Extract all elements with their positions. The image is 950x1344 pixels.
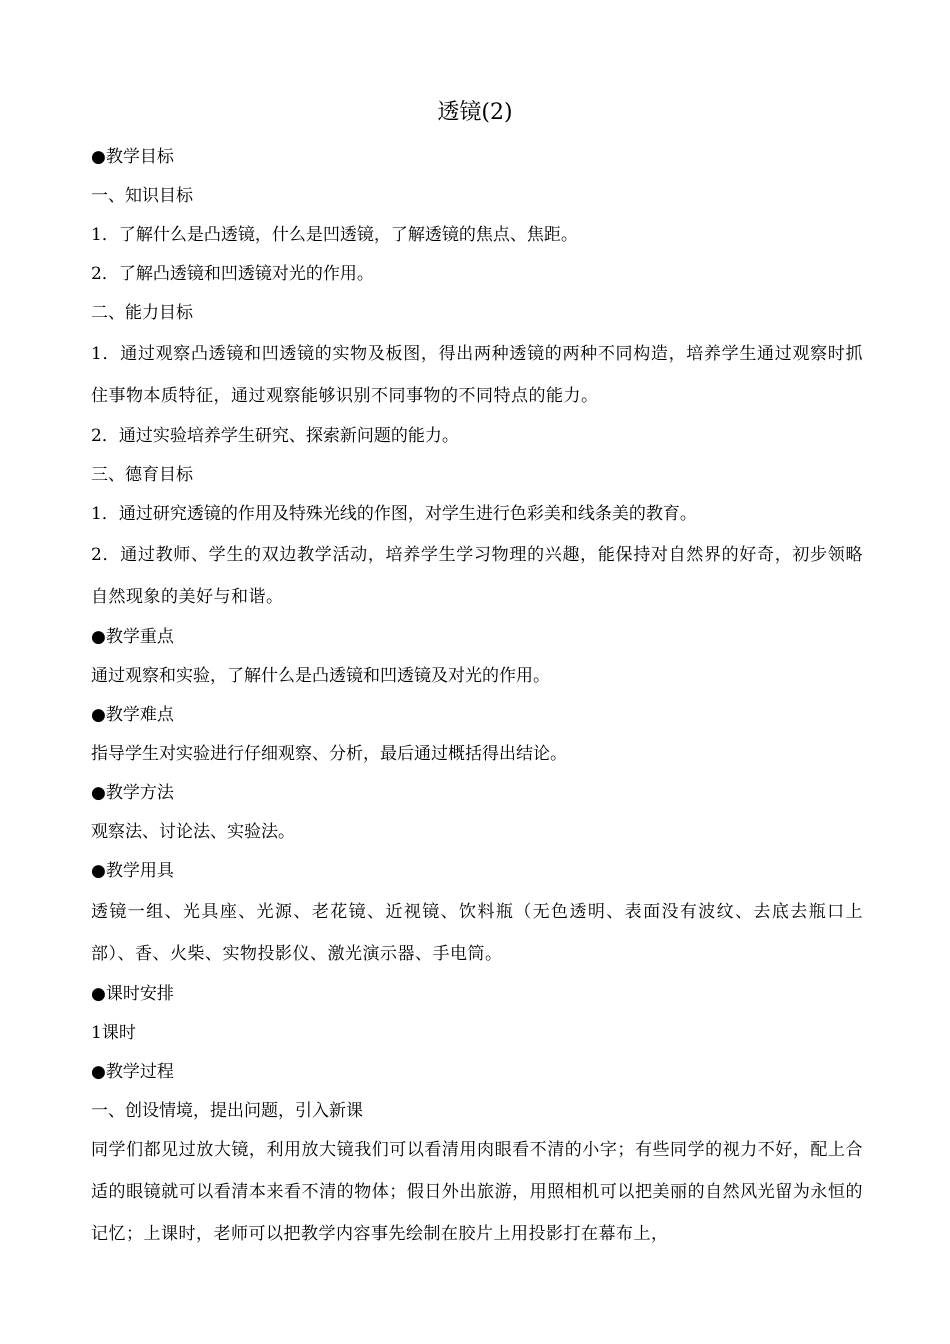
key-points-text: 通过观察和实验，了解什么是凸透镜和凹透镜及对光的作用。 xyxy=(91,666,550,686)
section-heading-key-points: ●教学重点 xyxy=(91,627,174,647)
section-heading-process: ●教学过程 xyxy=(91,1062,174,1082)
section-heading-methods: ●教学方法 xyxy=(91,783,174,803)
moral-goal-1: 1．通过研究透镜的作用及特殊光线的作图，对学生进行色彩美和线条美的教育。 xyxy=(91,504,697,524)
ability-goal-1: 1．通过观察凸透镜和凹透镜的实物及板图，得出两种透镜的两种不同构造，培养学生通过观察时抓住事物本质特征，通过观察能够识别不同事物的不同特点的能力。 xyxy=(91,344,863,406)
document-title: 透镜(2) xyxy=(437,100,513,125)
process-step-1-heading: 一、创设情境，提出问题，引入新课 xyxy=(91,1101,363,1121)
process-intro-paragraph: 同学们都见过放大镜，利用放大镜我们可以看清用肉眼看不清的小字；有些同学的视力不好，配上合适的眼镜就可以看清本来看不清的物体；假日外出旅游，用照相机可以把美丽的自然风光留为永恒的记忆；上课时，老师可以把教学内容事先绘制在胶片上用投影打在幕布上， xyxy=(91,1140,863,1244)
ability-goal-2: 2．通过实验培养学生研究、探索新问题的能力。 xyxy=(91,426,459,446)
knowledge-goal-1: 1．了解什么是凸透镜，什么是凹透镜，了解透镜的焦点、焦距。 xyxy=(91,225,578,245)
document-body xyxy=(91,138,863,1255)
subheading-ability-goals: 二、能力目标 xyxy=(91,303,193,323)
tools-text: 透镜一组、光具座、光源、老花镜、近视镜、饮料瓶（无色透明、表面没有波纹、去底去瓶口上部）、香、火柴、实物投影仪、激光演示器、手电筒。 xyxy=(91,902,863,964)
subheading-knowledge-goals: 一、知识目标 xyxy=(91,186,193,206)
knowledge-goal-2: 2．了解凸透镜和凹透镜对光的作用。 xyxy=(91,264,374,284)
difficulties-text: 指导学生对实验进行仔细观察、分析，最后通过概括得出结论。 xyxy=(91,744,567,764)
section-heading-tools: ●教学用具 xyxy=(91,861,174,881)
section-heading-schedule: ●课时安排 xyxy=(91,984,174,1004)
section-heading-teaching-goals: ●教学目标 xyxy=(91,147,174,167)
subheading-moral-goals: 三、德育目标 xyxy=(91,465,193,485)
schedule-text: 1课时 xyxy=(91,1023,136,1043)
section-heading-difficulties: ●教学难点 xyxy=(91,705,174,725)
moral-goal-2: 2．通过教师、学生的双边教学活动，培养学生学习物理的兴趣，能保持对自然界的好奇，初步领略自然现象的美好与和谐。 xyxy=(91,545,863,607)
methods-text: 观察法、讨论法、实验法。 xyxy=(91,822,295,842)
